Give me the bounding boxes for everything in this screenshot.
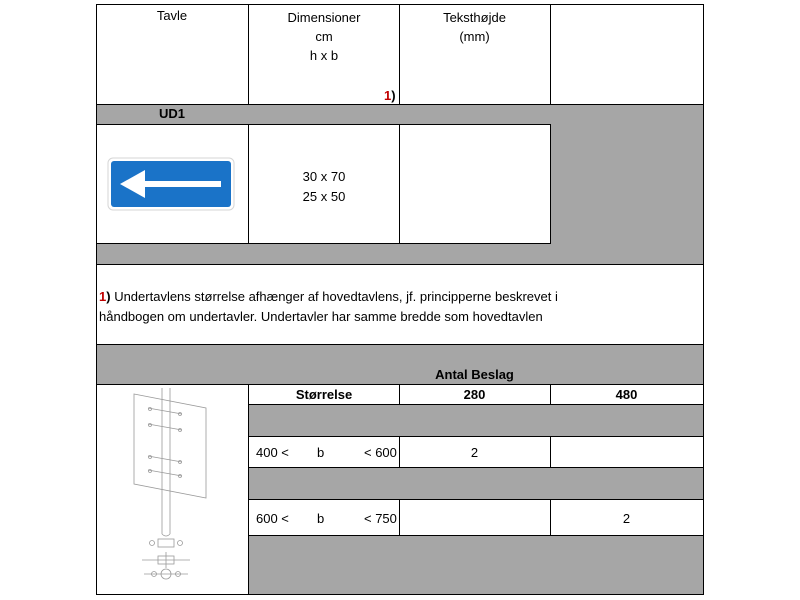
- grid-line: [96, 243, 551, 244]
- footnote: [99, 287, 699, 327]
- mounting-gap-1: [249, 404, 703, 436]
- grid-line: [399, 124, 400, 244]
- grid-line: [248, 436, 704, 437]
- row-to: < 750: [364, 511, 397, 526]
- table-row: [249, 499, 703, 535]
- grid-line: [248, 4, 249, 104]
- sign-dim-2: 25 x 50: [302, 189, 346, 204]
- header-dimensioner: [249, 8, 399, 65]
- grid-line: [248, 467, 704, 468]
- row-from: 600 <: [256, 511, 289, 526]
- grid-line: [248, 404, 704, 405]
- grid-line: [399, 499, 400, 535]
- grid-line: [550, 4, 551, 104]
- header-footnote-ref: 1): [384, 88, 396, 103]
- row-to: < 600: [364, 445, 397, 460]
- grid-line: [550, 436, 551, 467]
- grid-line: [248, 384, 249, 595]
- row-280: 2: [470, 445, 479, 460]
- grid-line: [399, 436, 400, 467]
- mounting-gap-2: [249, 467, 703, 499]
- row-from: 400 <: [256, 445, 289, 460]
- grid-line: [96, 594, 704, 595]
- sign-dim-1: 30 x 70: [302, 169, 346, 184]
- row-var: b: [317, 445, 325, 460]
- sign-row-gray-right: [550, 124, 703, 244]
- arrow-left-icon: [107, 157, 235, 211]
- col-header-480: 480: [615, 387, 638, 402]
- header-dimensioner-line3: h x b: [309, 48, 339, 63]
- grid-line: [399, 4, 400, 104]
- row-480: 2: [622, 511, 631, 526]
- grid-line: [248, 124, 249, 244]
- sign-code: UD1: [158, 106, 185, 121]
- grid-line: [96, 384, 704, 385]
- grid-line: [399, 384, 400, 404]
- row-var: b: [317, 511, 325, 526]
- mounting-gap-3: [249, 535, 703, 594]
- footnote-line2: håndbogen om undertavler. Undertavler har samme bredde som hovedtavlen: [99, 309, 543, 324]
- mounting-title: Antal Beslag: [435, 367, 514, 382]
- grid-line: [96, 264, 704, 265]
- grid-line: [703, 4, 704, 595]
- sign-dimensions: [249, 167, 399, 207]
- sign-mounting-diagram-icon: [118, 388, 218, 584]
- grid-line: [96, 4, 97, 595]
- grid-line: [248, 535, 704, 536]
- header-teksthojde: [399, 8, 550, 46]
- header-dimensioner-line2: cm: [315, 29, 333, 44]
- grid-line: [96, 124, 551, 125]
- grid-line: [248, 499, 704, 500]
- sign-row-gray-bottom: [97, 244, 703, 264]
- grid-line: [550, 499, 551, 535]
- header-teksthojde-line1: Teksthøjde: [443, 10, 506, 25]
- header-teksthojde-line2: (mm): [459, 29, 490, 44]
- grid-line: [550, 124, 551, 244]
- col-header-280: 280: [463, 387, 486, 402]
- grid-line: [96, 344, 704, 345]
- col-header-size: Størrelse: [295, 387, 353, 402]
- header-tavle: Tavle: [156, 8, 188, 23]
- grid-line: [550, 384, 551, 404]
- table-row: [249, 436, 703, 467]
- grid-line: [96, 4, 704, 5]
- grid-line: [96, 104, 704, 105]
- footnote-line1: 1) Undertavlens størrelse afhænger af hovedtavlens, jf. principperne beskrevet i: [99, 289, 558, 304]
- header-dimensioner-line1: Dimensioner: [287, 10, 361, 25]
